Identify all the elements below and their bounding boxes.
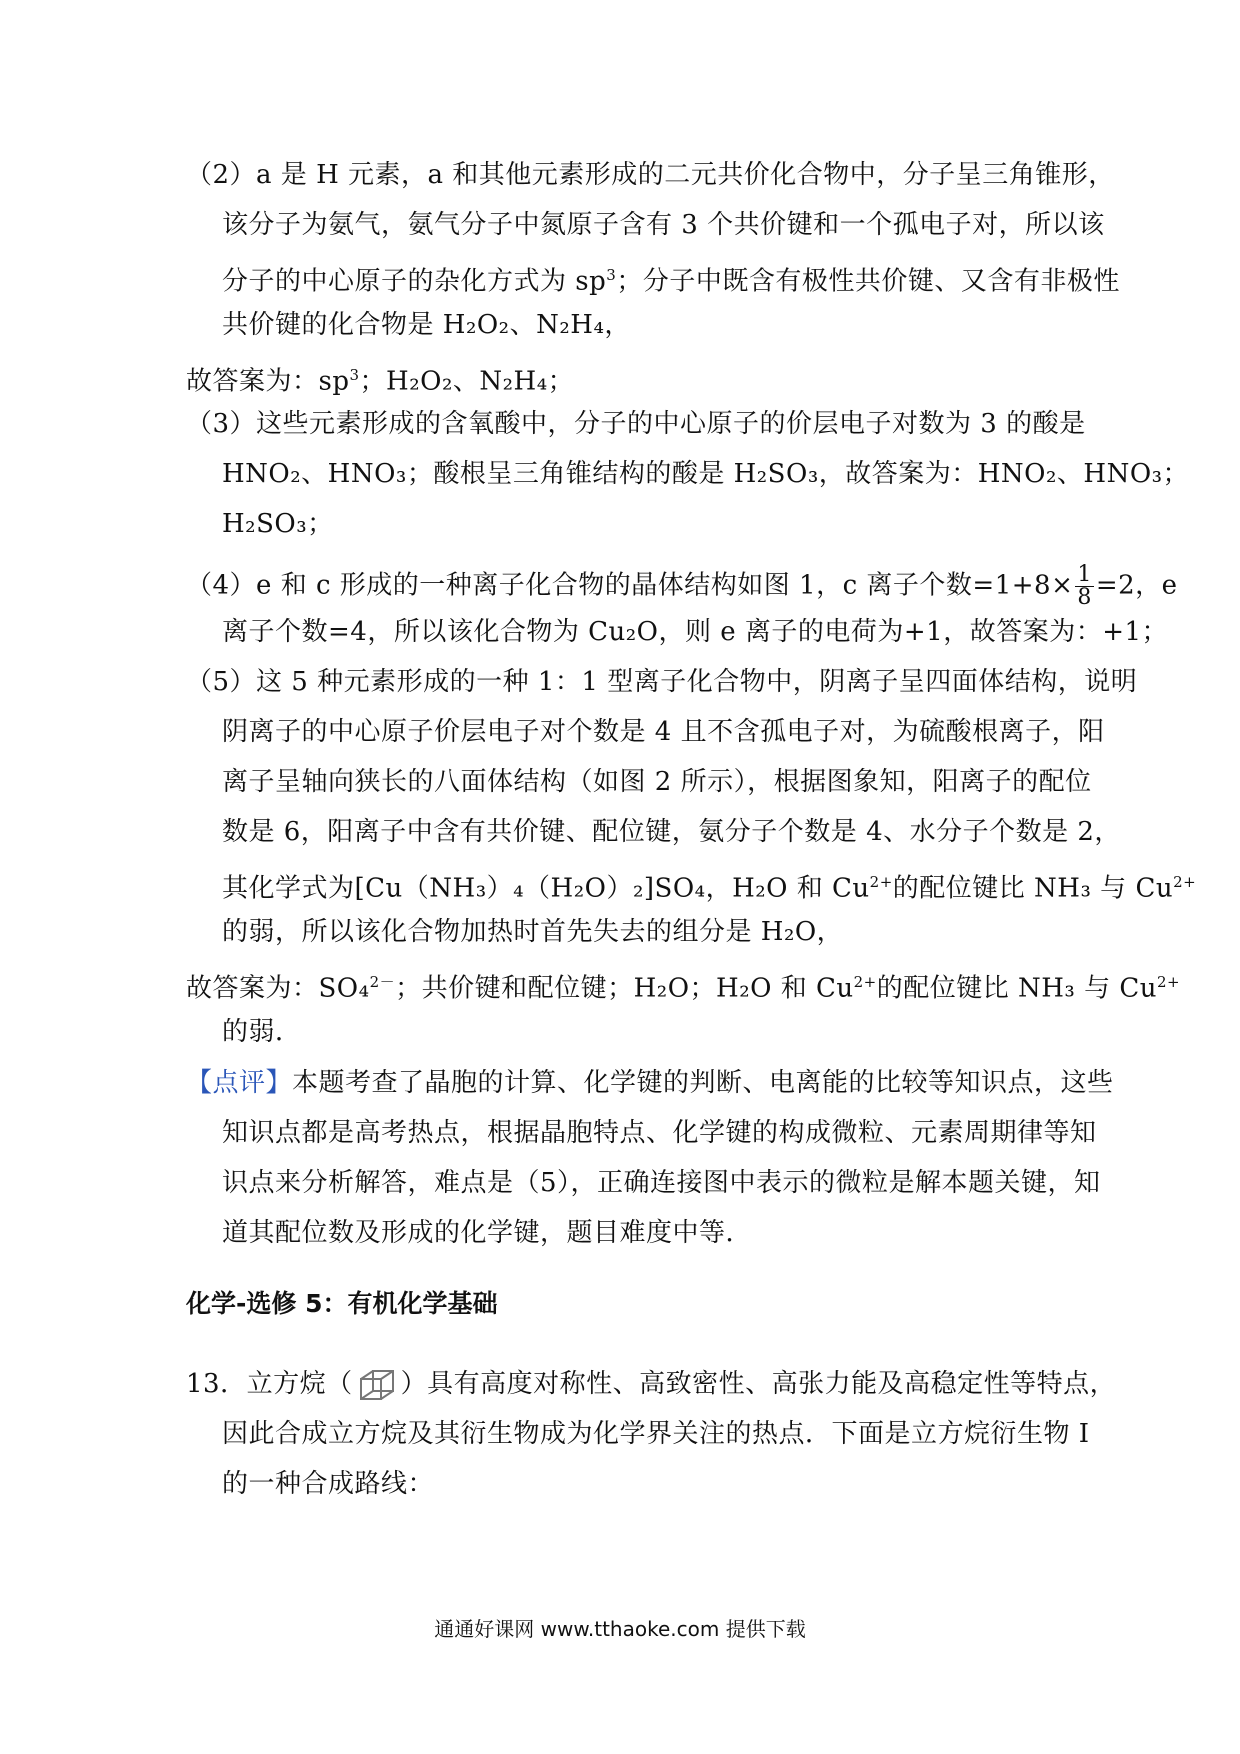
review-line-1: 【点评】本题考查了晶胞的计算、化学键的判断、电离能的比较等知识点，这些 <box>186 1068 1114 1098</box>
p5-line-2: 阴离子的中心原子价层电子对个数是 4 且不含孤电子对，为硫酸根离子，阳 <box>222 717 1105 747</box>
fraction-one-eighth: $\frac{1}{8}$ <box>1077 562 1092 610</box>
review-line-3: 识点来分析解答，难点是（5），正确连接图中表示的微粒是解本题关键，知 <box>222 1168 1101 1198</box>
p2-line-4: 共价键的化合物是 H₂O₂、N₂H₄， <box>222 310 631 340</box>
p5-line-3: 离子呈轴向狭长的八面体结构（如图 2 所示），根据图象知，阳离子的配位 <box>222 767 1092 797</box>
p3-line-1: （3）这些元素形成的含氧酸中，分子的中心原子的价层电子对数为 3 的酸是 <box>186 409 1086 439</box>
q13-line-3: 的一种合成路线： <box>222 1469 435 1499</box>
cubane-structure-icon <box>357 1367 397 1403</box>
p3-line-3: H₂SO₃； <box>222 509 334 539</box>
p5-answer: 故答案为：SO₄$^{2-}$；共价键和配位键；H₂O；H₂O 和 $Cu^{2+}$的配位键比 NH₃ 与 $Cu^{2+}$ <box>186 973 1181 1004</box>
p2-answer: 故答案为：$sp^3$；H₂O₂、N₂H₄； <box>186 366 575 397</box>
p2-line-3: 分子的中心原子的杂化方式为 $sp^3$；分子中既含有极性共价键、又含有非极性 <box>222 266 1120 297</box>
p2-line-2: 该分子为氨气，氨气分子中氮原子含有 3 个共价键和一个孤电子对，所以该 <box>222 210 1105 240</box>
section-heading: 化学-选修 5：有机化学基础 <box>186 1289 498 1318</box>
p5-line-4: 数是 6，阳离子中含有共价键、配位键，氨分子个数是 4、水分子个数是 2， <box>222 817 1121 847</box>
p5-answer-cont: 的弱． <box>222 1017 302 1047</box>
p5-line-1: （5）这 5 种元素形成的一种 1：1 型离子化合物中，阴离子呈四面体结构，说明 <box>186 667 1138 697</box>
footer-download-note: 通通好课网 www.tthaoke.com 提供下载 <box>434 1617 806 1641</box>
review-line-4: 道其配位数及形成的化学键，题目难度中等． <box>222 1218 753 1248</box>
p2-line-1: （2）a 是 H 元素，a 和其他元素形成的二元共价化合物中，分子呈三角锥形， <box>186 160 1115 190</box>
p4-line-2: 离子个数=4，所以该化合物为 Cu₂O，则 e 离子的电荷为+1，故答案为：+1； <box>222 617 1169 647</box>
q13-line-2: 因此合成立方烷及其衍生物成为化学界关注的热点．下面是立方烷衍生物 I <box>222 1419 1090 1449</box>
review-line-2: 知识点都是高考热点，根据晶胞特点、化学键的构成微粒、元素周期律等知 <box>222 1118 1097 1148</box>
q13-line-1: 13．立方烷（ ）具有高度对称性、高致密性、高张力能及高稳定性等特点， <box>186 1367 1116 1403</box>
review-tag: 【点评】 <box>186 1068 293 1098</box>
p5-line-6: 的弱，所以该化合物加热时首先失去的组分是 H₂O， <box>222 917 844 947</box>
p5-line-5: 其化学式为[Cu（NH₃）₄（H₂O）₂]SO₄，H₂O 和 $Cu^{2+}$的配位键比 NH₃ 与 $Cu^{2+}$ <box>222 873 1197 904</box>
p4-line-1: （4）e 和 c 形成的一种离子化合物的晶体结构如图 1，c 离子个数=1+8× $\frac{1}{8}$ =2，e <box>186 562 1178 610</box>
p3-line-2: HNO₂、HNO₃；酸根呈三角锥结构的酸是 H₂SO₃，故答案为：HNO₂、HNO₃； <box>222 459 1190 489</box>
